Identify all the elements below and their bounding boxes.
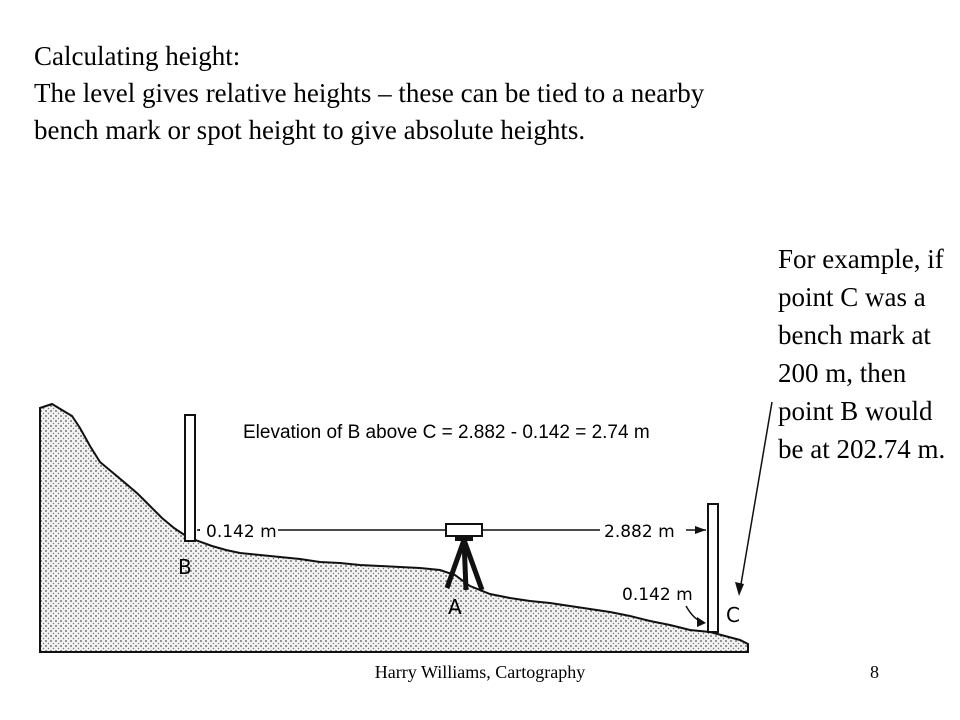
staff-c [708,504,718,632]
label-point-b: B [178,555,192,579]
slide-heading: Calculating height: [34,41,241,71]
level-instrument [446,524,482,590]
label-reading-c: 2.882 m [604,522,675,542]
page-number: 8 [870,662,879,682]
callout-arrow-head-icon [735,582,744,596]
slide-body-line-1: The level gives relative heights – these can be tied to a nearby [34,78,705,108]
side-note: For example, if point C was a bench mark at 200 m, then point B would be at 202.74 m. [778,244,946,464]
footer-author: Harry Williams, Cartography [374,662,586,682]
slide-body-line-2: bench mark or spot height to give absolute heights. [34,115,586,145]
label-reading-b: 0.142 m [206,522,277,542]
label-reading-c-lower: 0.142 m [622,585,693,605]
label-point-a: A [448,595,462,619]
arrow-c-icon [695,526,706,534]
figure-caption: Elevation of B above C = 2.882 - 0.142 = 2.74 m [243,422,650,443]
staff-b [185,415,195,541]
arrow-c-lower-head-icon [697,617,706,627]
callout-arrow [740,402,772,590]
label-point-c: C [726,603,740,627]
